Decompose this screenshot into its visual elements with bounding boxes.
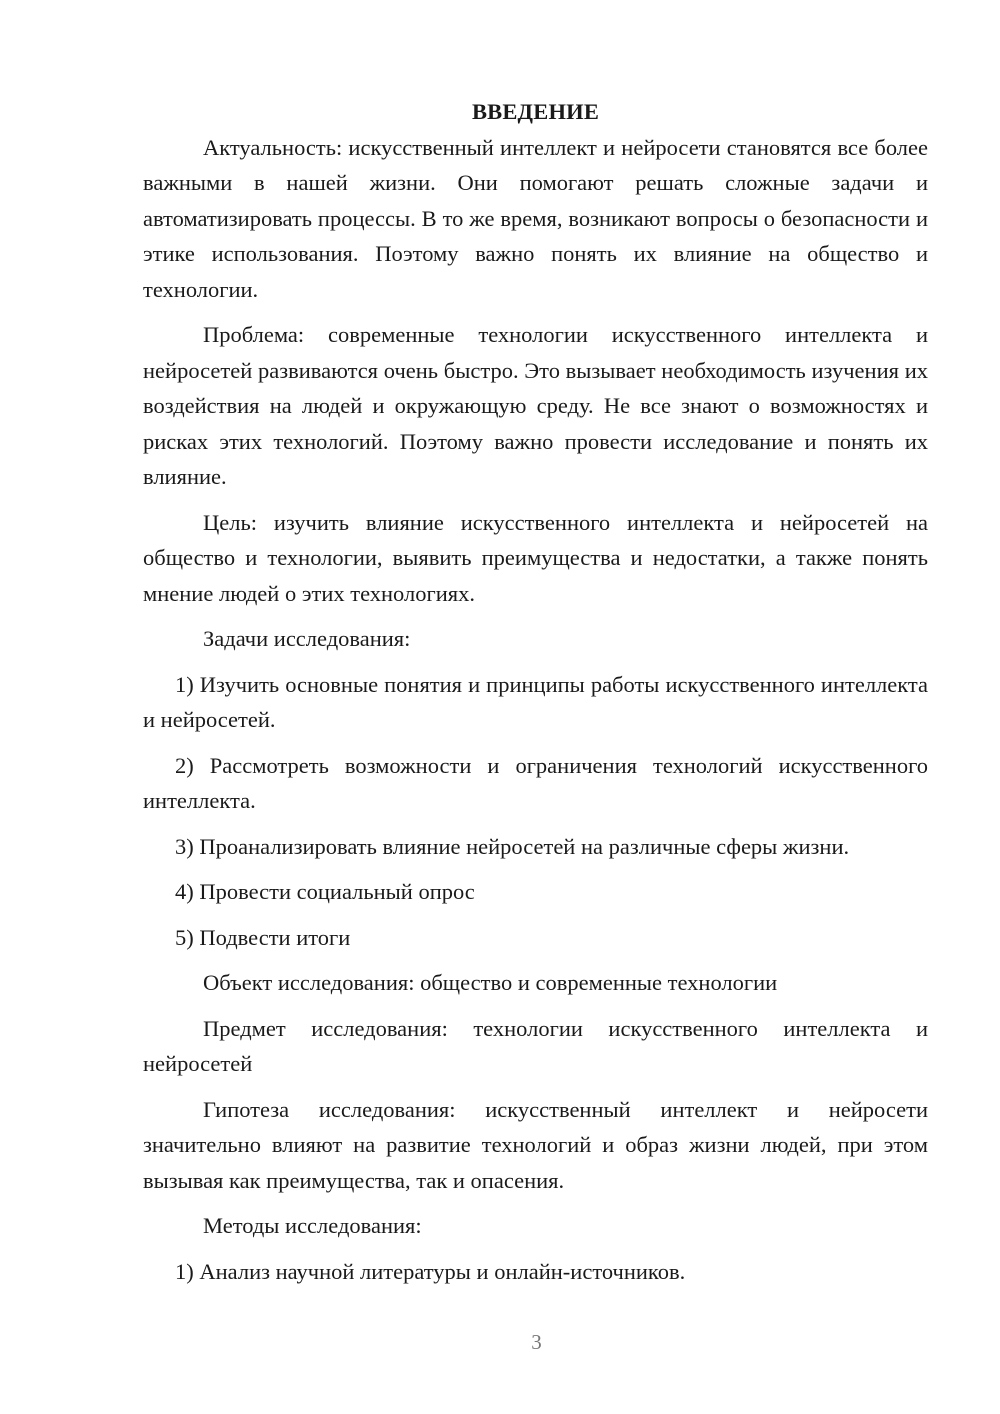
section-title: ВВЕДЕНИЕ [471,99,600,124]
task-item-5: 5) Подвести итоги [175,924,351,950]
goal-paragraph: Цель: изучить влияние искусственного интеллекта и нейросетей на общество и технологии, выявить преимущества и недостатки, а также понять мнение людей о этих технологиях. [143,509,928,606]
object-paragraph: Объект исследования: общество и современные технологии [203,970,778,995]
task-item-4: 4) Провести социальный опрос [175,879,475,904]
tasks-heading: Задачи исследования: [203,626,411,651]
page-content [143,94,928,1289]
page-number: 3 [531,1330,542,1354]
subject-paragraph: Предмет исследования: технологии искусственного интеллекта и нейросетей [143,1015,928,1076]
method-item-1: 1) Анализ научной литературы и онлайн-источников. [175,1258,686,1284]
hypothesis-paragraph: Гипотеза исследования: искусственный интеллект и нейросети значительно влияют на развитие технологий и образ жизни людей, при этом вызывая как преимущества, так и опасения. [143,1096,928,1193]
problem-paragraph: Проблема: современные технологии искусственного интеллекта и нейросетей развиваются очень быстро. Это вызывает необходимость изучения их воздействия на людей и окружающую среду. Не все знают о возможностях и рисках этих технологий. Поэтому важно провести исследование и понять их влияние. [143,322,928,489]
task-item-2: 2) Рассмотреть возможности и ограничения технологий искусственного интеллекта. [143,752,928,813]
task-item-3: 3) Проанализировать влияние нейросетей на различные сферы жизни. [175,833,850,859]
task-item-1: 1) Изучить основные понятия и принципы работы искусственного интеллекта и нейросетей. [143,671,928,732]
methods-heading: Методы исследования: [203,1213,422,1238]
relevance-paragraph: Актуальность: искусственный интеллект и нейросети становятся все более важными в нашей жизни. Они помогают решать сложные задачи и автоматизировать процессы. В то же время, возникают вопросы о безопасности и этике использования. Поэтому важно понять их влияние на общество и технологии. [143,134,928,302]
